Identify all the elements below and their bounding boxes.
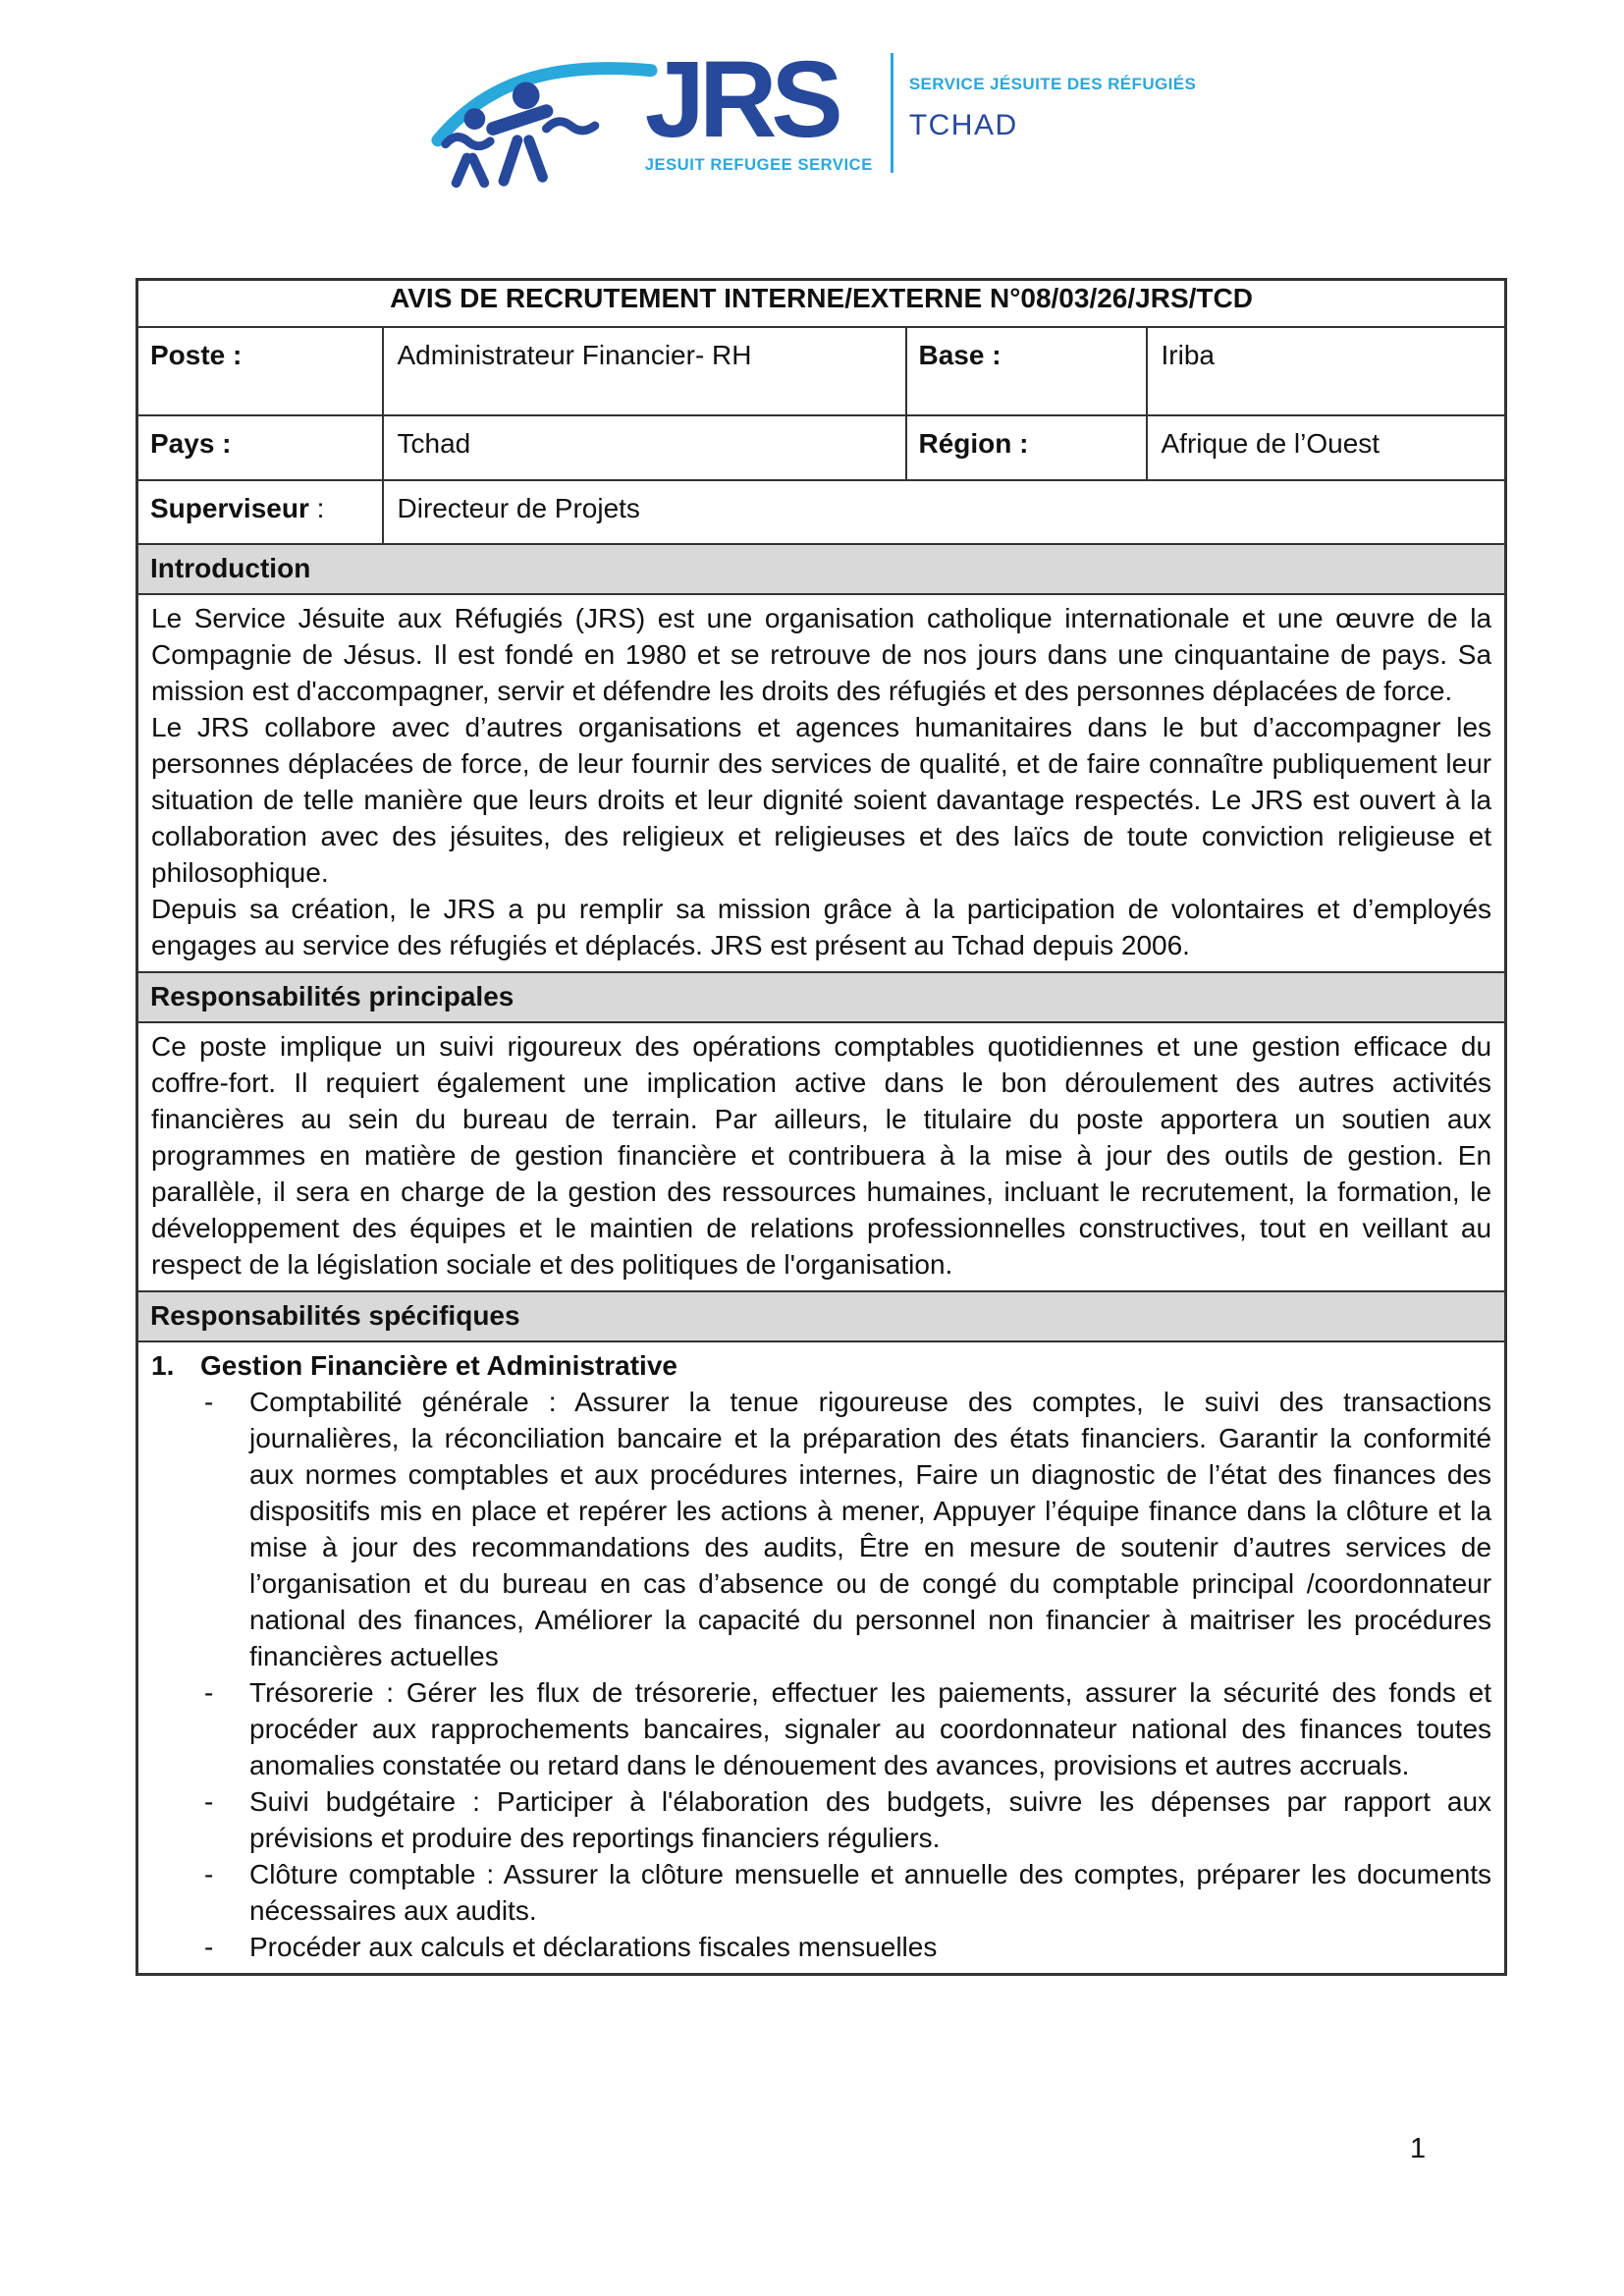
list-item-text: Comptabilité générale : Assurer la tenue rigoureuse des comptes, le suivi des transactions journalières, la réconciliation bancaire et la préparation des états financiers. Garantir la conformité aux normes comptables et aux procédures internes, Faire un diagnostic de l’état des finances des dispositifs mis en place et repérer les actions à mener, Appuyer l’équipe finance dans la clôture et la mise à jour des recommandations des audits, Être en mesure de soutenir d’autres services de l’organisation et du bureau en cas d’absence ou de congé du comptable principal /coordonnateur national des finances, Améliorer la capacité du personnel non financier à maitriser les procédures financières actuelles	[249, 1387, 1492, 1671]
superviseur-value: Directeur de Projets	[383, 480, 1506, 544]
group-title: Gestion Financière et Administrative	[200, 1350, 677, 1381]
section-header-introduction-row	[137, 544, 1506, 594]
section-resp-specifiques-body	[137, 1341, 1506, 1975]
base-label: Base :	[906, 327, 1147, 415]
section-resp-principales-row	[137, 1022, 1506, 1291]
poste-value: Administrateur Financier- RH	[383, 327, 906, 415]
dash-bullet: -	[204, 1786, 214, 1817]
section-resp-specifiques-row	[137, 1341, 1506, 1975]
list-item	[151, 1856, 1491, 1929]
dash-bullet: -	[204, 1932, 214, 1962]
row-poste	[137, 327, 1506, 415]
introduction-paragraph: Le Service Jésuite aux Réfugiés (JRS) est une organisation catholique internationale et une œuvre de la Compagnie de Jésus. Il est fondé en 1980 et se retrouve de nos jours dans une cinquantaine de pays. Sa mission est d'accompagner, servir et défendre les droits des réfugiés et des personnes déplacées de force.	[151, 603, 1492, 706]
logo-country: TCHAD	[908, 109, 1018, 141]
group-heading	[151, 1347, 1491, 1384]
dash-bullet: -	[204, 1859, 214, 1889]
pays-value: Tchad	[383, 415, 906, 480]
jrs-logo-inner	[428, 39, 1197, 202]
list-item-text: Clôture comptable : Assurer la clôture mensuelle et annuelle des comptes, préparer les documents nécessaires aux audits.	[249, 1859, 1492, 1926]
row-pays	[137, 415, 1506, 480]
dash-bullet: -	[204, 1677, 214, 1708]
resp-principales-paragraph: Ce poste implique un suivi rigoureux des opérations comptables quotidiennes et une gestion efficace du coffre-fort. Il requiert également une implication active dans le bon déroulement des autres activités financières au sein du bureau de terrain. Par ailleurs, le titulaire du poste apportera un soutien aux programmes en matière de gestion financière et contribuera à la mise à jour des outils de gestion. En parallèle, il sera en charge de la gestion des ressources humaines, incluant le recrutement, la formation, le développement des équipes et le maintien de relations professionnelles constructives, tout en veillant au respect de la législation sociale et des politiques de l'organisation.	[151, 1031, 1492, 1280]
superviseur-label	[137, 480, 383, 544]
base-value: Iriba	[1147, 327, 1506, 415]
group-number: 1.	[151, 1350, 175, 1381]
list-item	[151, 1674, 1491, 1783]
list-item	[151, 1384, 1491, 1674]
introduction-paragraph: Le JRS collabore avec d’autres organisations et agences humanitaires dans le but d’accompagner les personnes déplacées de force, de leur fournir des services de qualité, et de faire connaître publiquement leur situation de telle manière que leurs droits et leur dignité soient davantage respectés. Le JRS est ouvert à la collaboration avec des jésuites, des religieux et religieuses et des laïcs de toute conviction religieuse et philosophique.	[151, 712, 1492, 888]
jrs-acronym: JRS	[644, 39, 838, 160]
page-number: 1	[1410, 2133, 1427, 2164]
row-superviseur	[137, 480, 1506, 544]
list-item	[151, 1783, 1491, 1856]
section-header-resp-principales: Responsabilités principales	[137, 972, 1506, 1022]
list-item-text: Suivi budgétaire : Participer à l'élaboration des budgets, suivre les dépenses par rapport aux prévisions et produire des reportings financiers réguliers.	[249, 1786, 1492, 1853]
region-label: Région :	[906, 415, 1147, 480]
list-item-text: Procéder aux calculs et déclarations fiscales mensuelles	[249, 1932, 938, 1962]
poste-label: Poste :	[137, 327, 383, 415]
region-value: Afrique de l’Ouest	[1147, 415, 1506, 480]
notice-title: AVIS DE RECRUTEMENT INTERNE/EXTERNE N°08/03/26/JRS/TCD	[137, 280, 1506, 328]
title-row	[137, 280, 1506, 328]
section-header-introduction: Introduction	[137, 544, 1506, 594]
section-resp-principales-body	[137, 1022, 1506, 1291]
introduction-paragraph: Depuis sa création, le JRS a pu remplir sa mission grâce à la participation de volontaires et d’employés engages au service des réfugiés et déplacés. JRS est présent au Tchad depuis 2006.	[151, 894, 1492, 960]
jrs-logo	[0, 39, 1624, 202]
list-item	[151, 1929, 1491, 1965]
pays-label: Pays :	[137, 415, 383, 480]
jrs-logo-mark	[428, 47, 659, 202]
section-header-resp-principales-row	[137, 972, 1506, 1022]
logo-country-block	[909, 47, 1196, 142]
section-introduction-row	[137, 594, 1506, 972]
jrs-tagline-fr: SERVICE JÉSUITE DES RÉFUGIÉS	[908, 75, 1197, 93]
list-item-text: Trésorerie : Gérer les flux de trésorerie, effectuer les paiements, assurer la sécurité des fonds et procéder aux rapprochements bancaires, signaler au coordonnateur national des finances toutes anomalies constatée ou retard dans le dénouement des avances, provisions et autres accruals.	[249, 1677, 1492, 1780]
recruitment-notice-table	[135, 278, 1507, 1976]
superviseur-label-colon: :	[308, 493, 325, 523]
jrs-wordmark	[644, 39, 873, 175]
superviseur-label-text: Superviseur	[150, 493, 309, 523]
section-introduction-body	[137, 594, 1506, 972]
section-header-resp-specifiques-row	[137, 1291, 1506, 1341]
dash-bullet: -	[204, 1387, 214, 1417]
jrs-people-swoosh-graphic	[428, 47, 659, 202]
section-header-resp-specifiques: Responsabilités spécifiques	[137, 1291, 1506, 1341]
logo-divider	[891, 53, 893, 173]
jrs-tagline-en: JESUIT REFUGEE SERVICE	[644, 155, 873, 174]
